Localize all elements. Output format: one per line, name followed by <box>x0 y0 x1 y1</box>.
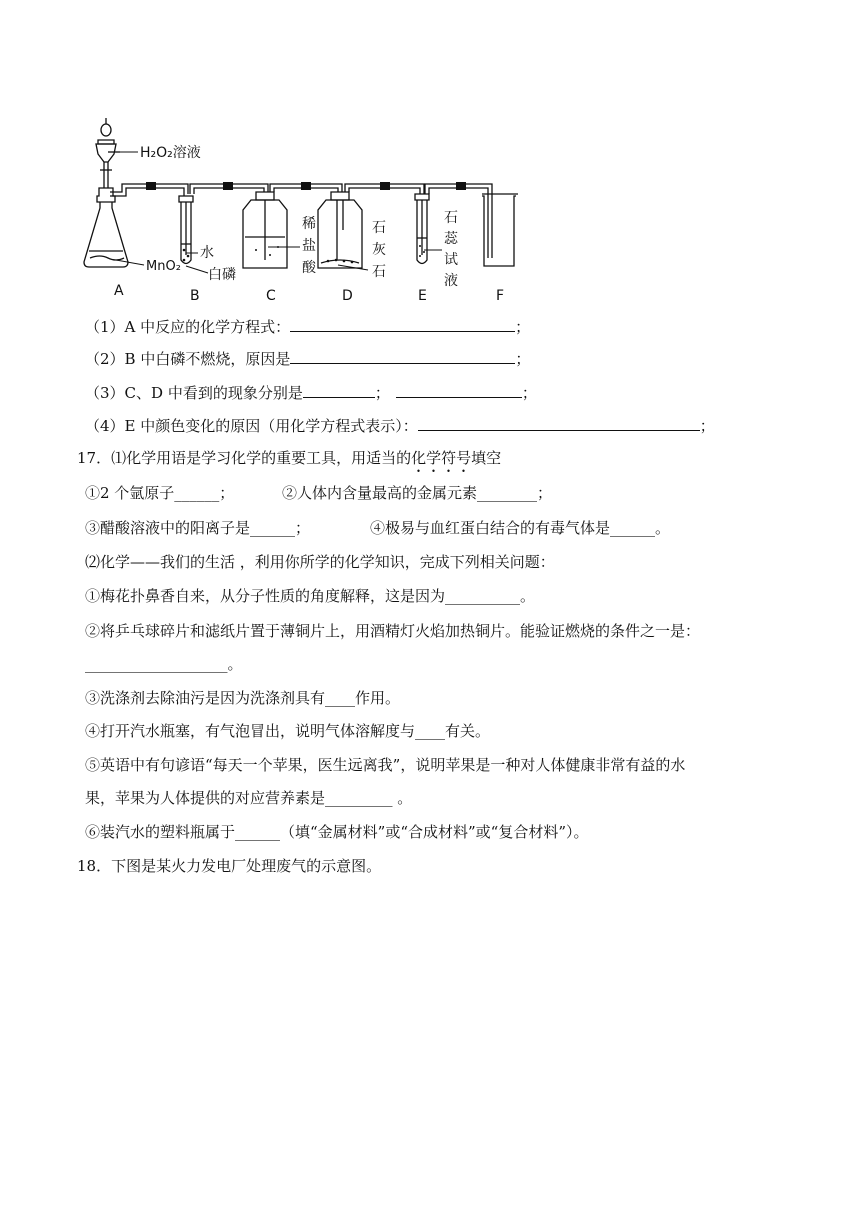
label-limestone-1: 石 <box>372 220 386 236</box>
q16-part1: （1）A 中反应的化学方程式： ； <box>85 318 531 336</box>
label-mno2: MnO₂ <box>146 259 181 274</box>
label-h2o2: H₂O₂溶液 <box>140 145 201 161</box>
label-limestone-3: 石 <box>372 264 386 280</box>
q16-part4-text: （4）E 中颜色变化的原因（用化学方程式表示）： <box>85 417 418 435</box>
q17-s2: ②将乒乓球碎片和滤纸片置于薄铜片上，用酒精灯火焰加热铜片。能验证燃烧的条件之一是： <box>85 622 701 640</box>
answer-blank[interactable] <box>290 316 515 332</box>
label-white-phosphorus: 白磷 <box>208 267 236 283</box>
letter-e: E <box>418 288 427 304</box>
q17-s1: ①梅花扑鼻香自来，从分子性质的角度解释，这是因为__________。 <box>85 587 536 605</box>
q17-item1: ①2 个氩原子______； <box>85 484 235 502</box>
q17-item2: ②人体内含量最高的金属元素________； <box>282 484 553 502</box>
label-acid-1: 稀 <box>302 216 316 232</box>
label-litmus-4: 液 <box>444 273 458 289</box>
q16-part3: （3）C、D 中看到的现象分别是 ； ； <box>85 384 537 402</box>
q17-s5b: 果，苹果为人体提供的对应营养素是_________ 。 <box>85 789 413 807</box>
letter-c: C <box>266 288 276 304</box>
q17-s3: ③洗涤剂去除油污是因为洗涤剂具有____作用。 <box>85 689 401 707</box>
letter-d: D <box>342 288 353 304</box>
q16-part1-text: （1）A 中反应的化学方程式： <box>85 318 291 336</box>
answer-blank[interactable] <box>290 348 515 364</box>
label-limestone-2: 灰 <box>372 242 386 258</box>
q17-item4: ④极易与血红蛋白结合的有毒气体是______。 <box>370 519 671 537</box>
q17-sub2: ⑵化学——我们的生活 ，利用你所学的化学知识，完成下列相关问题： <box>85 553 555 571</box>
label-acid-2: 盐 <box>302 238 316 254</box>
q17-s5a: ⑤英语中有句谚语“每天一个苹果，医生远离我”，说明苹果是一种对人体健康非常有益的水 <box>85 756 686 774</box>
answer-blank[interactable] <box>303 382 375 398</box>
label-water: 水 <box>200 245 214 261</box>
q18-text: 18．下图是某火力发电厂处理废气的示意图。 <box>77 857 382 875</box>
q16-part3-text: （3）C、D 中看到的现象分别是 <box>85 384 303 402</box>
answer-blank[interactable] <box>396 382 522 398</box>
answer-blank[interactable] <box>418 415 700 431</box>
label-acid-3: 酸 <box>302 260 316 276</box>
q16-part2-text: （2）B 中白磷不燃烧，原因是 <box>85 350 291 368</box>
apparatus-diagram <box>80 110 530 305</box>
label-litmus-1: 石 <box>444 210 458 226</box>
q17-s4: ④打开汽水瓶塞，有气泡冒出，说明气体溶解度与____有关。 <box>85 722 491 740</box>
q16-part4: （4）E 中颜色变化的原因（用化学方程式表示）： ； <box>85 417 715 435</box>
letter-b: B <box>190 288 200 304</box>
q17-title: 17．⑴化学用语是学习化学的重要工具，用适当的化学符号填空 <box>77 449 502 467</box>
label-litmus-3: 试 <box>444 252 458 268</box>
q17-s2b: ___________________。 <box>85 655 243 673</box>
letter-a: A <box>114 283 124 299</box>
label-litmus-2: 蕊 <box>444 231 458 247</box>
q17-s6: ⑥装汽水的塑料瓶属于______（填“金属材料”或“合成材料”或“复合材料”）。 <box>85 823 589 841</box>
letter-f: F <box>496 288 505 304</box>
q17-item3: ③醋酸溶液中的阳离子是______； <box>85 519 311 537</box>
q16-part2: （2）B 中白磷不燃烧，原因是 ； <box>85 350 531 368</box>
